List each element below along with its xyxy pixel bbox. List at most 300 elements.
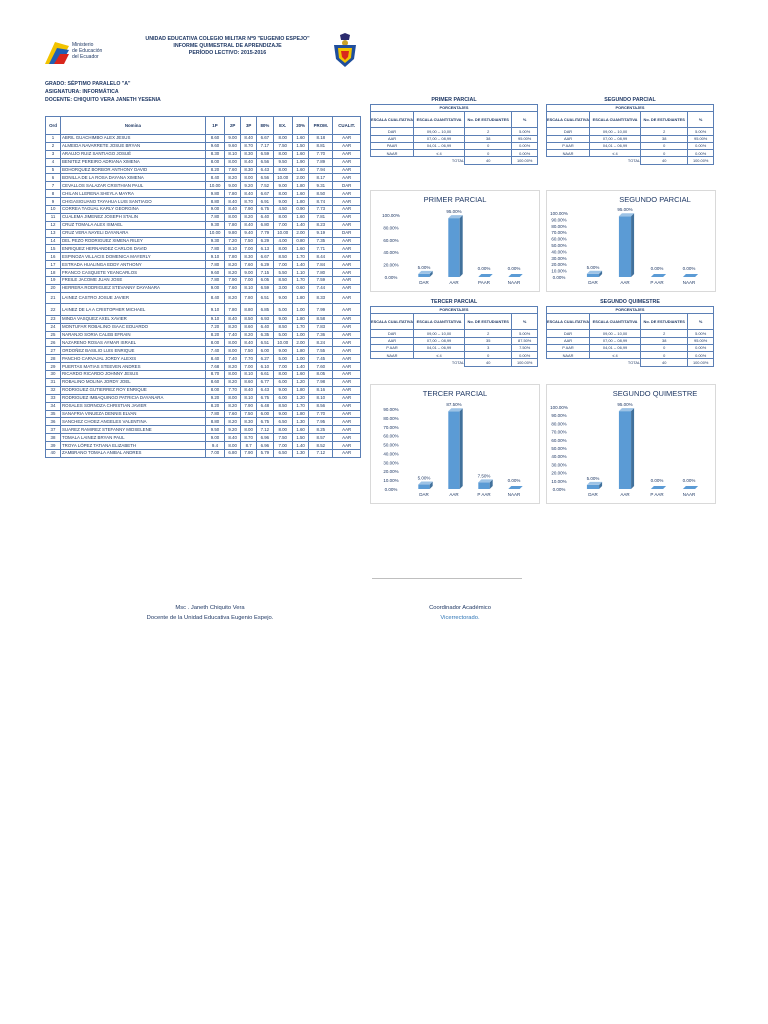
table-cell: AAR [333, 394, 361, 402]
table-cell: 8.70 [241, 434, 257, 442]
percent-total-count: 40 [465, 157, 512, 164]
table-cell: 24 [46, 323, 61, 331]
table-cell: AAR [333, 261, 361, 269]
table-row [46, 269, 361, 277]
coordinator-title: Coordinador Académico [429, 605, 491, 611]
table-cell: 8.00 [273, 371, 292, 379]
chart-bar-side [631, 213, 634, 277]
table-cell: 7.55 [309, 347, 333, 355]
table-cell: 6 [46, 174, 61, 182]
table-cell: 7.94 [309, 166, 333, 174]
table-cell: 8.20 [241, 213, 257, 221]
percent-row [547, 150, 714, 157]
table-cell: 8.80 [241, 304, 257, 316]
table-cell: 37 [46, 426, 61, 434]
table-cell: 1.70 [292, 253, 308, 261]
table-cell: 7.60 [225, 410, 241, 418]
chart-bar [619, 408, 634, 489]
table-cell: 8.40 [241, 386, 257, 394]
percent-header-cell: ESCALA CUANTITATIVA [414, 314, 465, 330]
percent-cell: 3 [465, 344, 512, 351]
percent-cell: 38 [465, 135, 512, 142]
table-cell: 14 [46, 237, 61, 245]
table-row [46, 284, 361, 292]
table-cell: AAR [333, 150, 361, 158]
percent-table [370, 104, 538, 165]
percent-total-row [547, 157, 714, 164]
table-cell: 1.60 [292, 150, 308, 158]
table-cell: 9.00 [205, 284, 224, 292]
y-tick-label: 20.00% [383, 262, 399, 268]
table-cell: 1.70 [292, 402, 308, 410]
table-cell: 8.00 [225, 158, 241, 166]
table-cell: 1.60 [292, 371, 308, 379]
teacher-signature-name: Msc . Janeth Chiquito Vera [175, 605, 245, 611]
percent-header-cell: ESCALA CUALITATIVA [371, 112, 414, 128]
table-cell: 1.80 [292, 292, 308, 304]
table-row [46, 378, 361, 386]
table-row [46, 347, 361, 355]
table-cell: 5.00 [273, 355, 292, 363]
table-cell: 8.80 [205, 418, 224, 426]
table-cell: 8.30 [241, 150, 257, 158]
percent-cell: 04,01 -- 06,99 [590, 142, 641, 149]
percent-title-row [371, 307, 538, 314]
table-cell: AAR [333, 206, 361, 214]
percent-header-cell: ESCALA CUANTITATIVA [414, 112, 465, 128]
percent-header-cell: ESCALA CUANTITATIVA [590, 112, 641, 128]
table-cell: 7.00 [273, 442, 292, 450]
table-cell: 9.10 [205, 253, 224, 261]
table-cell: 7.90 [241, 402, 257, 410]
table-cell: 17 [46, 261, 61, 269]
table-cell: 9.60 [225, 142, 241, 150]
percent-title-row [547, 307, 714, 314]
table-cell: 2.00 [292, 229, 308, 237]
chart-bar-front [448, 411, 459, 489]
table-cell: 9.31 [309, 182, 333, 190]
chart-bar [478, 479, 492, 489]
table-cell: 0.90 [292, 206, 308, 214]
table-cell: 8.40 [225, 206, 241, 214]
table-row [46, 182, 361, 190]
table-cell: 8.00 [225, 442, 241, 450]
table-cell: 9.60 [205, 142, 224, 150]
table-cell: NARANJO SORIA CALEB EFRAIN [60, 331, 205, 339]
table-cell: RODRIGUEZ IMBAQUINGO PATRICIA DAYANARA [60, 394, 205, 402]
percent-cell: 04,01 -- 06,99 [414, 344, 465, 351]
table-cell: 8.20 [205, 166, 224, 174]
table-cell: 40 [46, 449, 61, 457]
percent-row [547, 142, 714, 149]
table-cell: 6.00 [273, 378, 292, 386]
table-cell: AAR [333, 158, 361, 166]
table-cell: 6.96 [257, 434, 273, 442]
table-row [46, 323, 361, 331]
y-tick-label: 80.00% [383, 415, 399, 421]
table-cell: 7.60 [309, 363, 333, 371]
percent-cell: DAR [547, 128, 590, 135]
table-cell: 21 [46, 292, 61, 304]
table-row [46, 237, 361, 245]
chart-title: PRIMER PARCIAL [423, 195, 487, 204]
y-tick-label: 40.00% [383, 451, 399, 457]
percent-total-percent: 100.00% [512, 359, 538, 366]
table-cell: AAR [333, 371, 361, 379]
table-cell: 9.00 [205, 206, 224, 214]
table-cell: 8.10 [241, 284, 257, 292]
table-cell: 6.48 [257, 402, 273, 410]
table-cell: 8.20 [225, 402, 241, 410]
table-cell: 8.40 [241, 190, 257, 198]
chart-bar [448, 408, 462, 489]
table-cell: 8.50 [273, 277, 292, 285]
x-tick-label: P AAR [650, 492, 664, 497]
table-cell: 10.00 [273, 339, 292, 347]
table-cell: 8.70 [241, 142, 257, 150]
table-cell: 38 [46, 434, 61, 442]
percent-total-row [371, 157, 538, 164]
table-cell: ORDOÑEZ BASILIO LUIS ENRIQUE [60, 347, 205, 355]
table-cell: DEL PEZO RODRIGUEZ XIMENA RILEY [60, 237, 205, 245]
table-cell: AAR [333, 253, 361, 261]
y-tick-label: 0.00% [384, 275, 398, 280]
percent-cell: AAR [371, 135, 414, 142]
table-cell: 1.80 [292, 182, 308, 190]
x-tick-label: DAR [588, 280, 598, 285]
teacher-signature [110, 603, 310, 623]
percent-header-cell: No. DE ESTUDIANTES [641, 314, 688, 330]
chart-title: SEGUNDO QUIMESTRE [612, 389, 698, 398]
grades-header-cell: 2P [225, 117, 241, 135]
x-tick-label: DAR [419, 492, 429, 497]
table-cell: 8.20 [225, 261, 241, 269]
table-cell: 7.52 [257, 182, 273, 190]
y-tick-label: 80.00% [383, 225, 399, 231]
table-cell: 8.60 [205, 378, 224, 386]
table-cell: 5.50 [273, 269, 292, 277]
chart-bar [448, 215, 462, 277]
table-cell: 7.12 [309, 449, 333, 457]
percent-header-cell: No. DE ESTUDIANTES [465, 314, 512, 330]
percent-row [371, 142, 538, 149]
percent-total-percent: 100.00% [512, 157, 538, 164]
table-cell: 7.17 [257, 142, 273, 150]
chart-bar [683, 486, 698, 489]
table-cell: 7.84 [309, 261, 333, 269]
table-cell: 7.50 [241, 410, 257, 418]
table-row [46, 190, 361, 198]
table-row [46, 206, 361, 214]
table-cell: 8.00 [241, 426, 257, 434]
table-cell: 9.10 [205, 315, 224, 323]
table-cell: 22 [46, 304, 61, 316]
table-cell: 8.20 [205, 331, 224, 339]
table-cell: FREILE JACOME JUAN JOSE [60, 277, 205, 285]
table-cell: 9 [46, 198, 61, 206]
table-cell: 6.85 [257, 304, 273, 316]
table-cell: 6.50 [273, 418, 292, 426]
percent-cell: DAR [371, 330, 414, 337]
table-cell: 2.00 [292, 339, 308, 347]
table-cell: AAR [333, 386, 361, 394]
chart-segundo-svg [547, 191, 715, 291]
table-cell: 6.00 [257, 347, 273, 355]
table-cell: 7.98 [309, 378, 333, 386]
chart-data-label: 0.00% [682, 266, 696, 271]
table-cell: 20 [46, 284, 61, 292]
percent-header-cell: % [512, 112, 538, 128]
table-cell: 9.4 [205, 442, 224, 450]
table-cell: 10.00 [273, 174, 292, 182]
table-cell: 8.16 [309, 386, 333, 394]
table-row [46, 277, 361, 285]
table-cell: AAR [333, 347, 361, 355]
table-cell: 6.29 [257, 261, 273, 269]
table-cell: 8.20 [225, 269, 241, 277]
table-cell: 6.59 [257, 150, 273, 158]
period-title-tercer: TERCER PARCIAL [430, 299, 478, 305]
percent-row [371, 330, 538, 337]
table-cell: 8.00 [273, 213, 292, 221]
table-cell: 1.80 [292, 315, 308, 323]
grades-table [45, 116, 361, 458]
y-tick-label: 30.00% [383, 460, 399, 466]
table-row [46, 394, 361, 402]
percent-title-row [371, 105, 538, 112]
table-cell: LAINEZ CASTRO JOSUE JAVIER [60, 292, 205, 304]
x-tick-label: P AAR [477, 492, 491, 497]
table-cell: 8.50 [273, 253, 292, 261]
table-cell: 7.80 [205, 213, 224, 221]
grades-header-cell: CUALIT. [333, 117, 361, 135]
table-cell: 12 [46, 221, 61, 229]
table-cell: 1.50 [292, 142, 308, 150]
table-cell: LAINEZ DE LA A CRISTOPHER MICHAEL [60, 304, 205, 316]
table-cell: 8.74 [309, 198, 333, 206]
table-cell: 5.79 [257, 449, 273, 457]
table-cell: 8.00 [273, 190, 292, 198]
percent-header-cell: % [688, 314, 714, 330]
percent-header-cell: ESCALA CUANTITATIVA [590, 314, 641, 330]
table-cell: 3 [46, 150, 61, 158]
table-cell: 30 [46, 371, 61, 379]
table-cell: 6.96 [257, 442, 273, 450]
table-cell: AAR [333, 434, 361, 442]
percent-cell: 07,00 -- 08,99 [590, 135, 641, 142]
table-cell: AAR [333, 284, 361, 292]
y-tick-label: 60.00% [383, 433, 399, 439]
x-tick-label: AAR [449, 280, 459, 285]
table-cell: 6.91 [257, 198, 273, 206]
grades-header-cell: 20% [292, 117, 308, 135]
table-cell: 7.80 [225, 304, 241, 316]
percent-table [370, 306, 538, 367]
ministry-line1: Ministerio [72, 42, 94, 48]
table-cell: 6.59 [257, 284, 273, 292]
table-cell: 9.30 [205, 221, 224, 229]
table-cell: AAR [333, 331, 361, 339]
table-cell: 8.40 [225, 198, 241, 206]
percent-header-cell: % [688, 112, 714, 128]
table-cell: 8.40 [241, 135, 257, 143]
table-cell: 1.20 [292, 394, 308, 402]
table-cell: AAR [333, 426, 361, 434]
y-tick-label: 80.00% [551, 421, 567, 427]
percent-header-cell: % [512, 314, 538, 330]
percent-cell: P AAR [547, 142, 590, 149]
grades-header-cell: 1P [205, 117, 224, 135]
percent-row [547, 337, 714, 344]
table-cell: 7.60 [225, 166, 241, 174]
table-cell: 7.80 [225, 253, 241, 261]
table-cell: 7.20 [205, 323, 224, 331]
y-tick-label: 10.00% [551, 268, 567, 274]
table-cell: RICARDO RICARDO JOHNNY JESUS [60, 371, 205, 379]
table-cell: 9.00 [273, 182, 292, 190]
table-cell: 7.36 [309, 331, 333, 339]
chart-segundo [546, 190, 716, 292]
table-cell: 1.00 [292, 331, 308, 339]
table-cell: 2.00 [292, 174, 308, 182]
table-cell: 7.81 [309, 213, 333, 221]
percent-cell: 09,00 -- 10,00 [414, 330, 465, 337]
table-cell: SANAFRIA VINUEZA DENNIS ELVAN [60, 410, 205, 418]
grades-header-cell: EX. [273, 117, 292, 135]
chart-bar [651, 274, 666, 277]
chart-data-label: 5.00% [417, 264, 431, 270]
table-cell: BENITEZ PEREIRO ADRIANA XIMENA [60, 158, 205, 166]
percent-cell: 0 [465, 150, 512, 157]
table-row [46, 418, 361, 426]
percent-cell: 0.00% [512, 150, 538, 157]
table-cell: 8.52 [309, 442, 333, 450]
percent-header-row [371, 112, 538, 128]
table-row [46, 339, 361, 347]
percent-subtitle: PORCENTAJES [371, 307, 538, 314]
chart-bar [478, 274, 492, 277]
table-row [46, 221, 361, 229]
chart-data-label: 87.50% [446, 402, 462, 408]
table-cell: 7.80 [225, 221, 241, 229]
table-cell: 6.40 [257, 323, 273, 331]
table-cell: ROBALINO MOLINA JORDY JOEL [60, 378, 205, 386]
table-cell: CUALEMA JIMENEZ JOSEPH STALIN [60, 213, 205, 221]
percent-cell: 0 [465, 142, 512, 149]
table-cell: 19 [46, 277, 61, 285]
chart-data-label: 95.00% [617, 207, 633, 213]
table-cell: 7.99 [309, 304, 333, 316]
table-cell: 7.00 [273, 221, 292, 229]
table-cell: 31 [46, 378, 61, 386]
table-cell: 13 [46, 229, 61, 237]
percent-cell: 95.00% [688, 337, 714, 344]
table-cell: 7.00 [273, 261, 292, 269]
school-period: PERÍODO LECTIVO: 2015-2016 [188, 50, 267, 56]
table-cell: 7.12 [257, 426, 273, 434]
y-tick-label: 50.00% [551, 243, 567, 248]
percent-total-label: TOTAL [547, 157, 641, 164]
percent-cell: 0 [641, 150, 688, 157]
table-cell: 7.00 [273, 363, 292, 371]
chart-bar [508, 486, 522, 489]
chart-data-label: 95.00% [446, 209, 462, 215]
document-header [120, 36, 335, 57]
grades-header-row [46, 117, 361, 135]
table-cell: 7.70 [225, 386, 241, 394]
percent-row [371, 352, 538, 359]
table-cell: 6.05 [257, 277, 273, 285]
table-cell: AAR [333, 174, 361, 182]
table-cell: AAR [333, 269, 361, 277]
table-cell: ALMEIDA NAVARRETE JOSUE BRYAN [60, 142, 205, 150]
chart-data-label: 95.00% [617, 402, 633, 408]
table-cell: FRANCO CASQUETE YEANCARLOS [60, 269, 205, 277]
percent-cell: 07,00 -- 08,99 [590, 337, 641, 344]
chart-bar-front [587, 485, 599, 489]
table-cell: 9.20 [205, 394, 224, 402]
table-cell: AAR [333, 323, 361, 331]
table-cell: 1.60 [292, 213, 308, 221]
table-cell: 10 [46, 206, 61, 214]
percent-cell: 0 [641, 344, 688, 351]
y-tick-label: 50.00% [551, 446, 567, 451]
percent-cell: 0.00% [688, 352, 714, 359]
grades-header-cell: Ord [46, 117, 61, 135]
table-cell: 8.20 [241, 331, 257, 339]
table-cell: 6.40 [257, 213, 273, 221]
table-cell: 6.56 [257, 158, 273, 166]
period-title-segundo: SEGUNDO PARCIAL [604, 97, 656, 103]
chart-tercer [370, 384, 540, 504]
chart-bar-front [418, 274, 429, 277]
x-tick-label: DAR [588, 492, 598, 497]
chart-data-label: 0.00% [507, 478, 521, 483]
percent-cell: NAAR [371, 150, 414, 157]
table-cell: 6.10 [257, 363, 273, 371]
percent-cell: AAR [547, 337, 590, 344]
table-cell: 1.80 [292, 410, 308, 418]
table-cell: 7.50 [273, 434, 292, 442]
table-cell: 8.40 [205, 174, 224, 182]
table-cell: 36 [46, 418, 61, 426]
table-cell: 8.40 [241, 339, 257, 347]
table-cell: 6.51 [257, 292, 273, 304]
table-row [46, 158, 361, 166]
table-cell: 1.60 [292, 245, 308, 253]
y-tick-label: 20.00% [383, 469, 399, 475]
table-cell: 9.00 [273, 198, 292, 206]
percent-row [371, 344, 538, 351]
table-row [46, 386, 361, 394]
table-cell: 8.00 [273, 245, 292, 253]
percent-total-row [371, 359, 538, 366]
y-tick-label: 40.00% [383, 250, 399, 256]
percent-cell: 0 [641, 142, 688, 149]
table-cell: 7.90 [241, 206, 257, 214]
table-cell: 7.89 [309, 158, 333, 166]
percent-cell: 2 [465, 128, 512, 135]
table-cell: 8.00 [205, 386, 224, 394]
table-row [46, 150, 361, 158]
table-cell: 6.67 [257, 135, 273, 143]
table-cell: 8.50 [273, 402, 292, 410]
table-cell: 0.80 [292, 237, 308, 245]
percent-cell: 04,01 -- 06,99 [590, 344, 641, 351]
table-cell: 9.00 [225, 135, 241, 143]
table-cell: 9.60 [205, 269, 224, 277]
table-cell: 7.79 [257, 229, 273, 237]
